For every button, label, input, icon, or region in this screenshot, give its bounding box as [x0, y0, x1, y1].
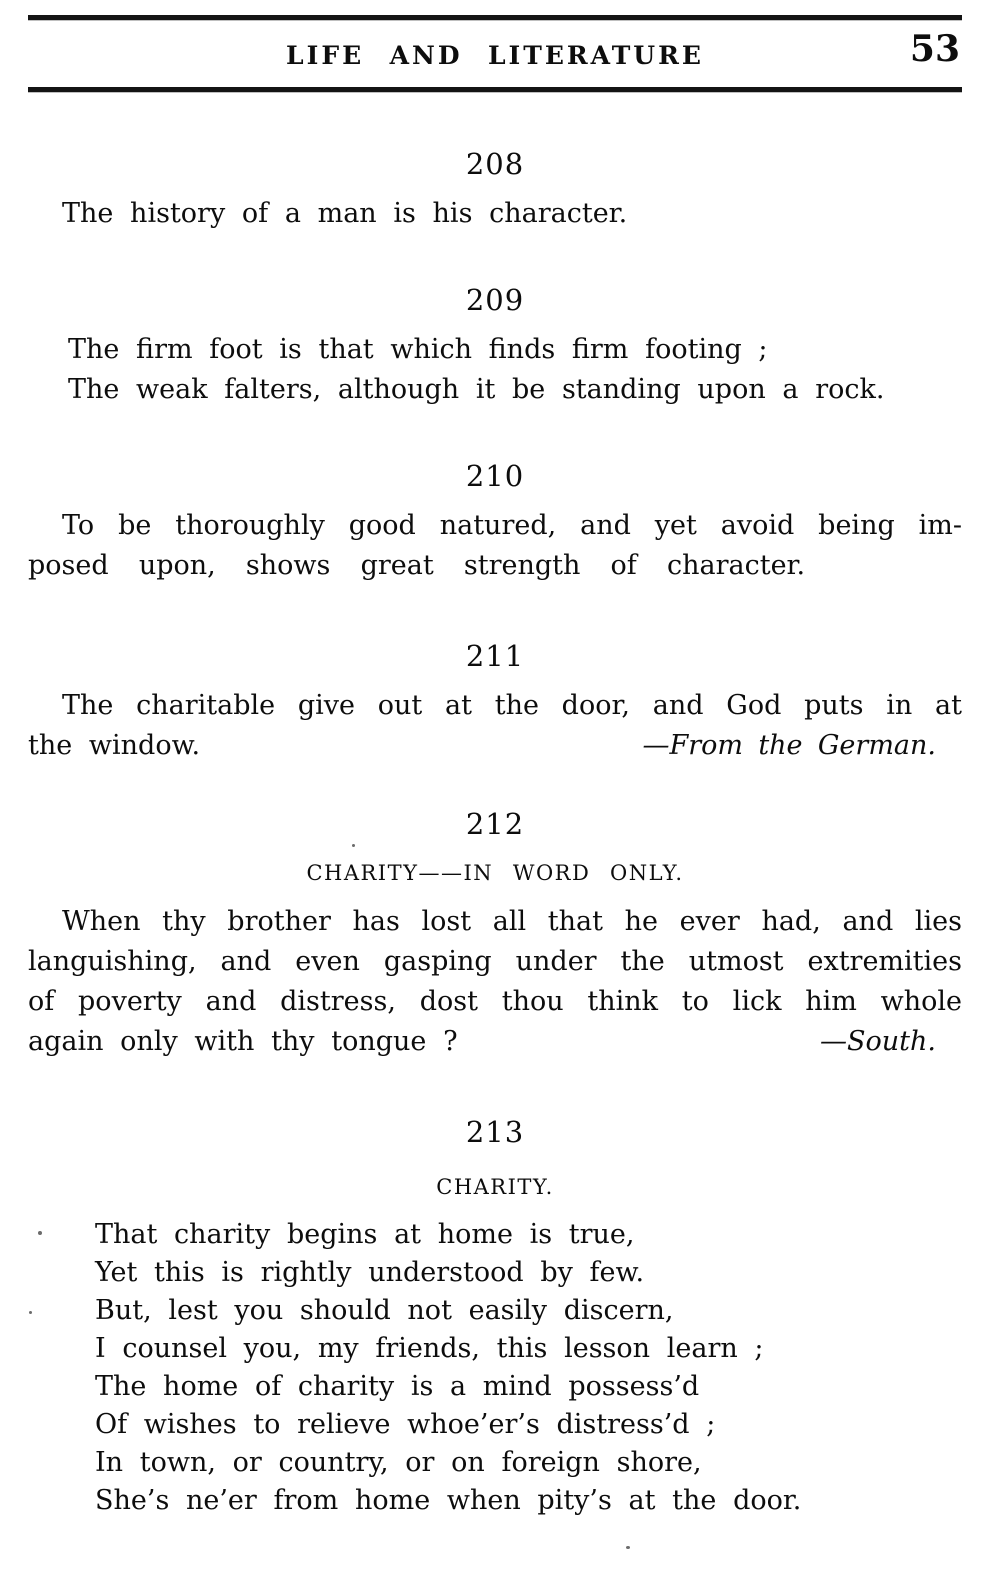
section-212	[28, 806, 962, 1062]
attribution: —South.	[820, 1026, 936, 1057]
section-heading: CHARITY.	[436, 1175, 554, 1199]
header-rule-top	[28, 15, 962, 20]
poem-line: In town, or country, or on foreign shore,	[95, 1447, 702, 1478]
section-number: 211	[465, 639, 525, 673]
section-213	[28, 1114, 962, 1520]
section-number: 210	[465, 459, 525, 493]
section-number: 212	[465, 807, 525, 841]
scan-speck	[352, 844, 355, 847]
section-heading: CHARITY——IN WORD ONLY.	[306, 861, 684, 885]
poem-line: Of wishes to relieve whoe’er’s distress’d ;	[95, 1409, 716, 1440]
section-number: 213	[465, 1115, 525, 1149]
poem-line: She’s ne’er from home when pity’s at the door.	[95, 1485, 802, 1516]
quote-line-with-attribution	[28, 726, 962, 766]
poem-line: The home of charity is a mind possess’d	[95, 1371, 700, 1402]
page-number: 53	[909, 28, 960, 70]
header-rule-bottom	[28, 87, 962, 92]
running-title: LIFE AND LITERATURE	[286, 41, 704, 70]
scan-speck	[626, 1546, 630, 1549]
quote-line: the window.	[28, 730, 201, 761]
section-number: 208	[465, 147, 525, 181]
quote-line: The firm foot is that which finds firm footing ;	[68, 334, 768, 365]
quote-line: of poverty and distress, dost thou think to lick him whole	[28, 986, 962, 1017]
quote-line: When thy brother has lost all that he ever had, and lies	[62, 906, 962, 937]
section-211	[28, 638, 962, 766]
quote-line: The history of a man is his character.	[62, 198, 628, 229]
section-210	[28, 458, 962, 586]
page-body	[28, 130, 962, 1520]
quote-line: posed upon, shows great strength of character.	[28, 550, 806, 581]
poem-line: That charity begins at home is true,	[95, 1219, 635, 1250]
poem-line: Yet this is rightly understood by few.	[95, 1257, 645, 1288]
quote-line: The charitable give out at the door, and God puts in at	[62, 690, 962, 721]
attribution: —From the German.	[642, 730, 936, 761]
quote-line: The weak falters, although it be standing upon a rock.	[68, 374, 885, 405]
section-number: 209	[465, 283, 525, 317]
scan-speck	[38, 1231, 42, 1235]
scan-speck	[29, 1311, 32, 1314]
quote-line: To be thoroughly good natured, and yet avoid being im-	[62, 510, 962, 541]
poem-line: But, lest you should not easily discern,	[95, 1295, 674, 1326]
quote-line-with-attribution	[28, 1022, 962, 1062]
section-209	[28, 282, 962, 410]
section-208	[28, 146, 962, 234]
quote-line: languishing, and even gasping under the utmost extremities	[28, 946, 962, 977]
poem-line: I counsel you, my friends, this lesson learn ;	[95, 1333, 764, 1364]
quote-line: again only with thy tongue ?	[28, 1026, 458, 1057]
